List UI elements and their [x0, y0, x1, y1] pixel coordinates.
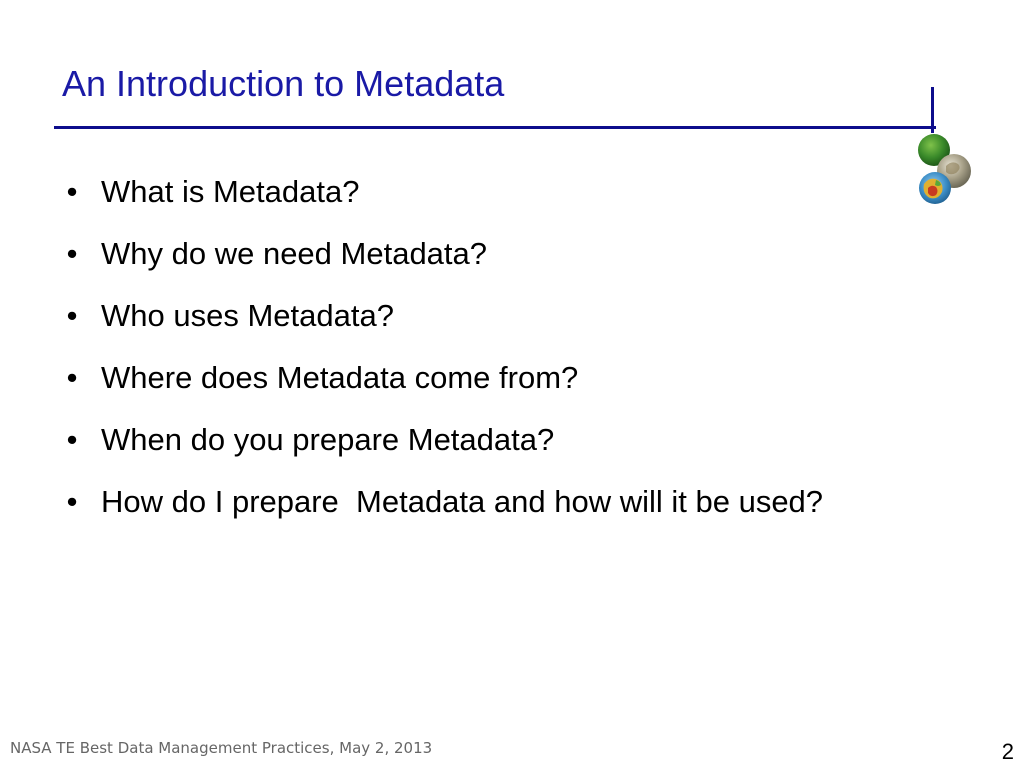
title-vertical-rule	[931, 87, 934, 133]
slide-footer: NASA TE Best Data Management Practices, May 2, 2013	[10, 739, 433, 757]
page-number: 2	[1001, 739, 1014, 764]
bullet-text: When do you prepare Metadata?	[101, 422, 555, 457]
title-underline	[54, 126, 936, 129]
bullet-marker: •	[66, 298, 78, 333]
bullet-text: How do I prepare Metadata and how will it be used?	[101, 484, 824, 519]
bullet-list	[62, 170, 942, 542]
bullet-item	[62, 232, 942, 276]
bullet-item	[62, 418, 942, 462]
bullet-marker: •	[66, 484, 78, 519]
bullet-marker: •	[66, 422, 78, 457]
slide-title: An Introduction to Metadata	[62, 63, 505, 104]
bullet-item	[62, 356, 942, 400]
bullet-item	[62, 480, 942, 524]
bullet-item	[62, 294, 942, 338]
bullet-text: What is Metadata?	[101, 174, 360, 209]
bullet-marker: •	[66, 236, 78, 271]
bullet-text: Who uses Metadata?	[101, 298, 394, 333]
bullet-marker: •	[66, 174, 78, 209]
bullet-item	[62, 170, 942, 214]
bullet-marker: •	[66, 360, 78, 395]
bullet-text: Why do we need Metadata?	[101, 236, 488, 271]
bullet-text: Where does Metadata come from?	[101, 360, 579, 395]
